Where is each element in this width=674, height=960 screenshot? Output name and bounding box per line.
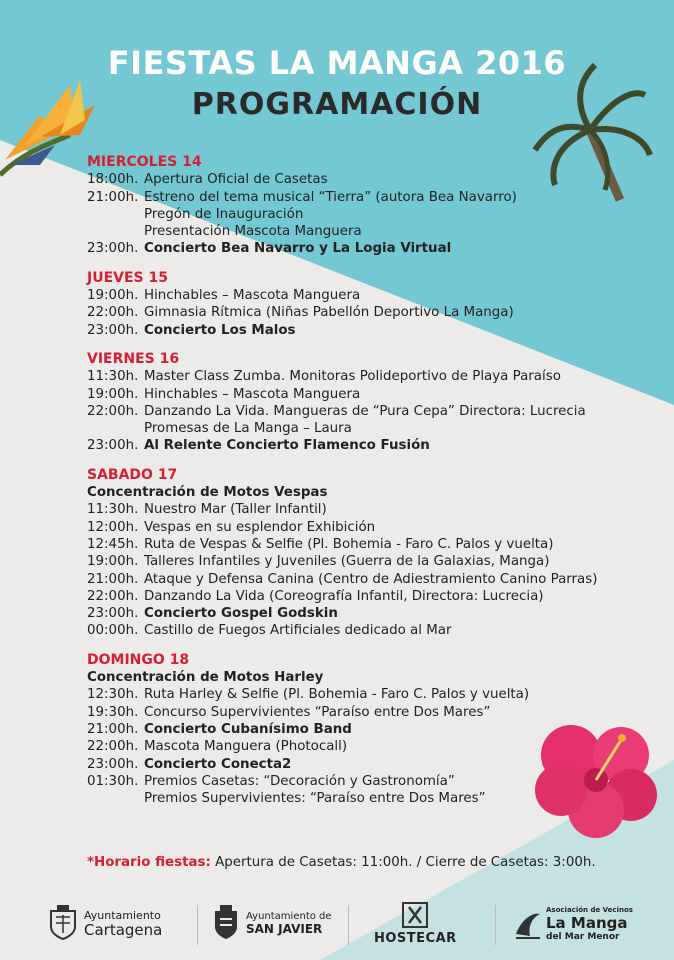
- event-row: [87, 536, 647, 553]
- logo-la-manga: [514, 904, 633, 943]
- day-heading: MIERCOLES 14: [87, 154, 202, 170]
- event-time: 19:30h.: [87, 704, 139, 720]
- event-time: 19:00h.: [87, 554, 139, 570]
- event-time: 01:30h.: [87, 773, 139, 789]
- event-time: 12:30h.: [87, 687, 139, 703]
- lamanga-mid: La Manga: [546, 914, 628, 932]
- event-text: Al Relente Concierto Flamenco Fusión: [144, 438, 430, 454]
- page-title: FIESTAS LA MANGA 2016: [107, 44, 567, 82]
- event-row: [87, 721, 647, 738]
- divider: [495, 905, 496, 945]
- coat-of-arms-icon: [48, 905, 78, 941]
- event-row: [87, 571, 647, 588]
- event-time: 22:00h.: [87, 305, 139, 321]
- event-text: Gimnasia Rítmica (Niñas Pabellón Deportivo La Manga): [144, 305, 514, 321]
- day-heading: SABADO 17: [87, 466, 178, 483]
- event-time: 12:00h.: [87, 519, 139, 535]
- event-time: 23:00h.: [87, 606, 139, 622]
- event-time: 19:00h.: [87, 386, 139, 402]
- event-row: [87, 553, 647, 570]
- day-heading: DOMINGO 18: [87, 651, 190, 668]
- event-text: Estreno del tema musical “Tierra” (autora Bea Navarro): [144, 189, 517, 205]
- event-text: Nuestro Mar (Taller Infantil): [144, 502, 327, 518]
- event-time: 21:00h.: [87, 571, 139, 587]
- event-time: 21:00h.: [87, 189, 139, 205]
- event-row: [87, 240, 647, 257]
- event-row: [87, 437, 647, 454]
- event-continuation: Presentación Mascota Manguera: [144, 224, 362, 240]
- event-row: [87, 738, 647, 755]
- event-row: [87, 403, 647, 420]
- event-text: Talleres Infantiles y Juveniles (Guerra de la Galaxias, Manga): [144, 554, 550, 570]
- footnote-label: *Horario fiestas:: [87, 855, 211, 870]
- day-subheading: Concentración de Motos Vespas: [87, 485, 328, 501]
- event-text: Hinchables – Mascota Manguera: [144, 288, 361, 304]
- sanjavier-top: Ayuntamiento de: [246, 911, 332, 922]
- event-continuation: Premios Supervivientes: “Paraíso entre Dos Mares”: [144, 791, 486, 807]
- event-continuation: Promesas de La Manga – Laura: [144, 421, 352, 437]
- event-text: Ataque y Defensa Canina (Centro de Adiestramiento Canino Parras): [144, 571, 598, 587]
- event-row: [87, 171, 647, 188]
- event-time: 23:00h.: [87, 241, 139, 257]
- event-text: Concierto Los Malos: [144, 322, 296, 338]
- day-heading: VIERNES 16: [87, 350, 180, 367]
- logo-hostecar: [374, 902, 457, 946]
- event-time: 21:00h.: [87, 721, 139, 737]
- event-time: 23:00h.: [87, 756, 139, 772]
- event-time: 11:30h.: [87, 369, 139, 385]
- wave-icon: [514, 908, 542, 940]
- event-text: Concierto Cubanísimo Band: [144, 721, 352, 737]
- sanjavier-bottom: SAN JAVIER: [246, 922, 323, 936]
- event-row: [87, 605, 647, 622]
- cartagena-top: Ayuntamiento: [84, 909, 161, 922]
- event-time: 18:00h.: [87, 172, 139, 188]
- event-text: Concierto Gospel Godskin: [144, 606, 338, 622]
- event-text: Vespas en su esplendor Exhibición: [144, 519, 376, 535]
- schedule-footnote: [87, 855, 596, 870]
- logo-san-javier: [212, 905, 332, 941]
- event-row: [87, 773, 647, 790]
- lamanga-top: Asociación de Vecinos: [546, 906, 633, 914]
- event-text: Ruta Harley & Selfie (Pl. Bohemia - Faro C. Palos y vuelta): [144, 687, 530, 703]
- event-row: [87, 189, 647, 206]
- page-subtitle: PROGRAMACIÓN: [191, 87, 483, 122]
- event-text: Danzando La Vida. Mangueras de “Pura Cepa” Directora: Lucrecia: [144, 403, 586, 419]
- cartagena-bottom: Cartagena: [84, 921, 163, 939]
- program-list: [87, 154, 647, 807]
- event-time: 12:45h.: [87, 536, 139, 552]
- event-text: Mascota Manguera (Photocall): [144, 739, 348, 755]
- event-row: [87, 622, 647, 639]
- event-row: [87, 386, 647, 403]
- event-time: 22:00h.: [87, 588, 139, 604]
- divider: [197, 905, 198, 945]
- event-text: Hinchables – Mascota Manguera: [144, 386, 361, 402]
- event-text: Concierto Conecta2: [144, 756, 292, 772]
- event-row: [87, 304, 647, 321]
- logo-cartagena: [48, 905, 162, 941]
- event-row: [87, 756, 647, 773]
- coat-of-arms-icon: [212, 905, 240, 941]
- cutlery-icon: [402, 902, 428, 928]
- day-subheading: Concentración de Motos Harley: [87, 670, 324, 686]
- event-row: [87, 588, 647, 605]
- event-text: Concurso Supervivientes “Paraíso entre Dos Mares”: [144, 704, 491, 720]
- event-time: 19:00h.: [87, 288, 139, 304]
- day-heading: JUEVES 15: [87, 269, 168, 286]
- event-time: 22:00h.: [87, 403, 139, 419]
- hostecar-label: HOSTECAR: [374, 931, 457, 946]
- lamanga-bottom: del Mar Menor: [546, 932, 620, 942]
- event-time: 00:00h.: [87, 623, 139, 639]
- event-text: Ruta de Vespas & Selfie (Pl. Bohemia - Faro C. Palos y vuelta): [144, 536, 554, 552]
- event-time: 23:00h.: [87, 322, 139, 338]
- event-text: Premios Casetas: “Decoración y Gastronomía”: [144, 773, 455, 789]
- event-text: Apertura Oficial de Casetas: [144, 172, 328, 188]
- event-time: 23:00h.: [87, 438, 139, 454]
- event-continuation: Pregón de Inauguración: [144, 206, 304, 222]
- event-row: [87, 686, 647, 703]
- event-row: [87, 287, 647, 304]
- event-text: Castillo de Fuegos Artificiales dedicado al Mar: [144, 623, 452, 639]
- event-time: 22:00h.: [87, 739, 139, 755]
- event-row: [87, 704, 647, 721]
- event-text: Danzando La Vida (Coreografía Infantil, Directora: Lucrecia): [144, 588, 544, 604]
- event-row: [87, 519, 647, 536]
- event-row: [87, 368, 647, 385]
- footnote-text: Apertura de Casetas: 11:00h. / Cierre de Casetas: 3:00h.: [210, 855, 596, 870]
- event-time: 11:30h.: [87, 502, 139, 518]
- event-row: [87, 501, 647, 518]
- event-row: [87, 322, 647, 339]
- event-text: Master Class Zumba. Monitoras Polideportivo de Playa Paraíso: [144, 369, 561, 385]
- divider: [348, 905, 349, 945]
- event-text: Concierto Bea Navarro y La Logia Virtual: [144, 241, 452, 257]
